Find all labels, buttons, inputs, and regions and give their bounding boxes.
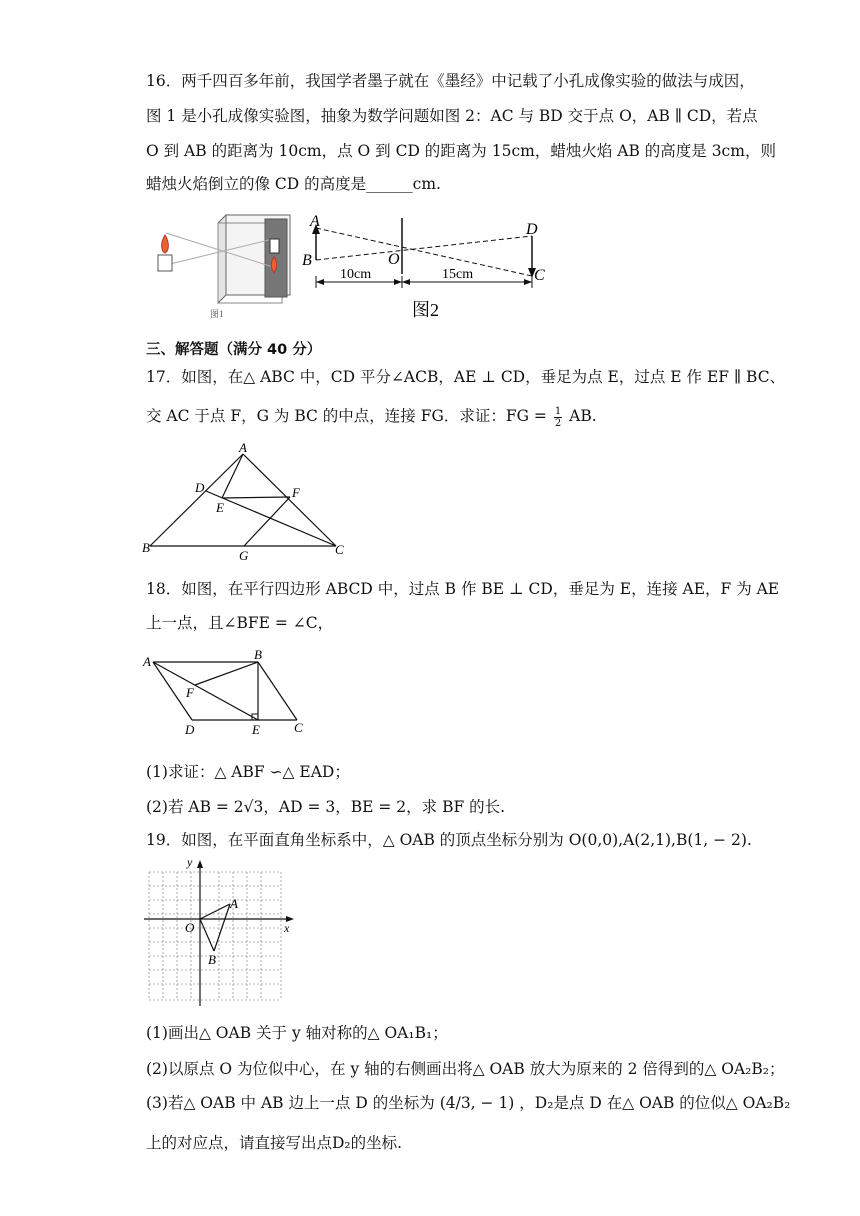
coord-label-x: x: [284, 921, 290, 935]
fig1-caption: 图1: [210, 309, 224, 319]
q19-part-4: 上的对应点，请直接写出点D₂的坐标.: [146, 1134, 403, 1152]
pinhole-figure-1: [150, 205, 300, 325]
tri-label-A: A: [239, 440, 247, 455]
q16-line-4: 蜡烛火焰倒立的像 CD 的高度是______cm.: [146, 175, 441, 193]
parallelogram-figure: [140, 648, 320, 740]
q19-part-2: (2)以原点 O 为位似中心，在 y 轴的右侧画出将△ OAB 放大为原来的 2 倍得到的△ OA₂B₂；: [146, 1060, 785, 1078]
coord-label-O: O: [185, 920, 195, 935]
q16-line-3: O 到 AB 的距离为 10cm，点 O 到 CD 的距离为 15cm，蜡烛火焰 AB 的高度是 3cm，则: [146, 142, 776, 160]
para-label-D: D: [185, 722, 195, 737]
q17-line-2-b: AB.: [569, 407, 597, 425]
coord-label-A: A: [230, 896, 238, 911]
coord-label-B: B: [208, 952, 216, 967]
tri-label-D: D: [195, 480, 205, 495]
fig2-label-A: A: [310, 213, 320, 230]
q16-line-2: 图 1 是小孔成像实验图，抽象为数学问题如图 2：AC 与 BD 交于点 O，AB ∥ CD，若点: [146, 107, 758, 125]
fig2-caption: 图2: [412, 300, 439, 320]
para-label-F: F: [186, 685, 194, 700]
q18-line-1: 18．如图，在平行四边形 ABCD 中，过点 B 作 BE ⊥ CD，垂足为 E，连接 AE，F 为 AE: [146, 580, 780, 598]
q18-part-1: (1)求证：△ ABF ∽△ EAD；: [146, 763, 350, 781]
coord-label-y: y: [187, 856, 193, 869]
fig2-label-B: B: [302, 252, 312, 269]
tri-label-G: G: [239, 548, 249, 562]
para-label-C: C: [294, 720, 303, 735]
section-3-heading: 三、解答题（满分 40 分）: [146, 342, 322, 358]
triangle-abc-figure: [140, 440, 360, 562]
fraction-denominator: 2: [554, 417, 562, 429]
q19-part-1: (1)画出△ OAB 关于 y 轴对称的△ OA₁B₁；: [146, 1024, 448, 1042]
tri-label-F: F: [292, 485, 300, 500]
tri-label-B: B: [142, 540, 150, 555]
point-d-coordinate: (4/3, − 1): [439, 1094, 515, 1112]
pinhole-figure-2: [300, 210, 560, 325]
half-fraction: [554, 406, 562, 429]
fraction-numerator: 1: [554, 405, 562, 417]
q18-line-2: 上一点，且∠BFE = ∠C，: [146, 614, 334, 632]
q18-part-2: (2)若 AB = 2√3，AD = 3，BE = 2，求 BF 的长.: [146, 798, 506, 816]
q19-part-3-a: (3)若△ OAB 中 AB 边上一点 D 的坐标为: [146, 1094, 435, 1112]
coordinate-plane-figure: [140, 856, 300, 1008]
q17-line-2: [146, 405, 597, 429]
tri-label-E: E: [216, 500, 224, 515]
q16-line-1: 16．两千四百多年前，我国学者墨子就在《墨经》中记载了小孔成像实验的做法与成因，: [146, 72, 755, 90]
fig2-label-O: O: [388, 251, 400, 268]
tri-label-C: C: [335, 542, 344, 557]
para-label-B: B: [254, 648, 262, 662]
para-label-A: A: [143, 654, 151, 669]
q19-part-3: [146, 1092, 790, 1114]
fig2-dist-2: 15cm: [442, 267, 474, 282]
fig2-label-C: C: [534, 267, 545, 284]
para-label-E: E: [252, 722, 260, 737]
q19-line-1: 19．如图，在平面直角坐标系中，△ OAB 的顶点坐标分别为 O(0,0),A(2,1),B(1, − 2).: [146, 831, 752, 849]
fig2-label-D: D: [526, 221, 538, 238]
fig2-dist-1: 10cm: [340, 267, 372, 282]
q17-line-1: 17．如图，在△ ABC 中，CD 平分∠ACB，AE ⊥ CD，垂足为点 E，过点 E 作 EF ∥ BC、: [146, 368, 786, 386]
q17-line-2-a: 交 AC 于点 F，G 为 BC 的中点，连接 FG．求证：FG =: [146, 407, 547, 425]
q19-part-3-b: ，D₂是点 D 在△ OAB 的位似△ OA₂B₂: [519, 1094, 791, 1112]
